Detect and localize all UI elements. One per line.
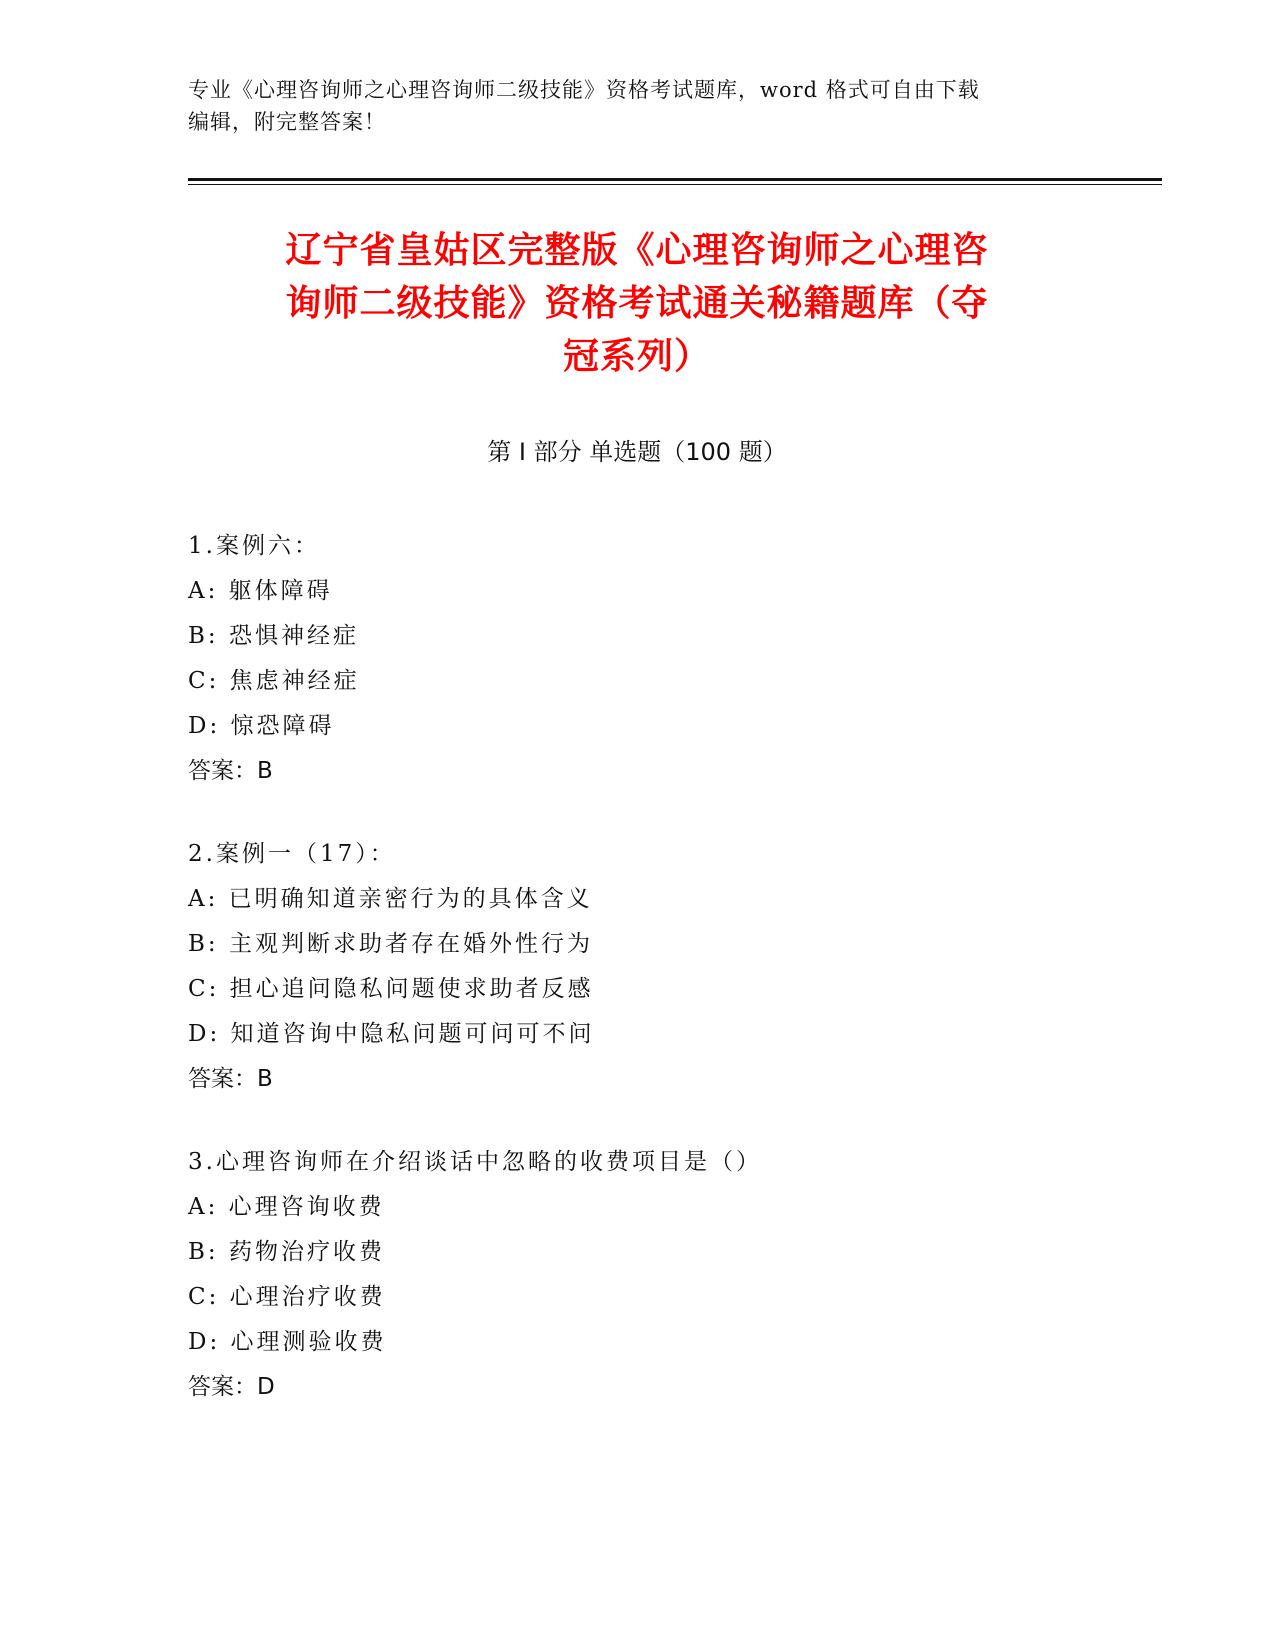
option-a: A: 心理咨询收费 — [188, 1194, 385, 1220]
option-d: D: 知道咨询中隐私问题可问可不问 — [188, 1021, 595, 1047]
question-list — [188, 524, 1128, 1448]
question-3 — [188, 1140, 1128, 1410]
question-2 — [188, 832, 1128, 1102]
option-c: C: 担心追问隐私问题使求助者反感 — [188, 976, 594, 1002]
document-title-line-1: 辽宁省皇姑区完整版《心理咨询师之心理咨 — [285, 230, 989, 271]
question-stem: 3.心理咨询师在介绍谈话中忽略的收费项目是（） — [188, 1149, 762, 1175]
question-stem: 2.案例一（17）： — [188, 841, 396, 867]
option-a: A: 已明确知道亲密行为的具体含义 — [188, 886, 593, 912]
option-b: B: 主观判断求助者存在婚外性行为 — [188, 931, 593, 957]
option-c: C: 焦虑神经症 — [188, 668, 360, 694]
question-stem: 1.案例六： — [188, 533, 320, 559]
answer: 答案：B — [188, 1066, 273, 1092]
option-b: B: 药物治疗收费 — [188, 1239, 385, 1265]
document-title — [188, 224, 1086, 383]
question-1 — [188, 524, 1128, 794]
header-rule-thin — [188, 184, 1162, 185]
header-rule-thick — [188, 178, 1162, 181]
document-title-line-2: 询师二级技能》资格考试通关秘籍题库（夺 — [285, 283, 989, 324]
answer: 答案：D — [188, 1374, 275, 1400]
section-heading: 第 I 部分 单选题（100 题） — [487, 438, 787, 466]
option-d: D: 心理测验收费 — [188, 1329, 387, 1355]
option-a: A: 躯体障碍 — [188, 578, 333, 604]
document-title-line-3: 冠系列） — [562, 336, 711, 377]
header-note — [188, 74, 1068, 138]
header-note-line-2: 编辑，附完整答案！ — [188, 110, 386, 134]
option-b: B: 恐惧神经症 — [188, 623, 359, 649]
header-note-line-1: 专业《心理咨询师之心理咨询师二级技能》资格考试题库，word 格式可自由下载 — [188, 78, 980, 102]
answer: 答案：B — [188, 758, 273, 784]
option-c: C: 心理治疗收费 — [188, 1284, 386, 1310]
option-d: D: 惊恐障碍 — [188, 713, 335, 739]
